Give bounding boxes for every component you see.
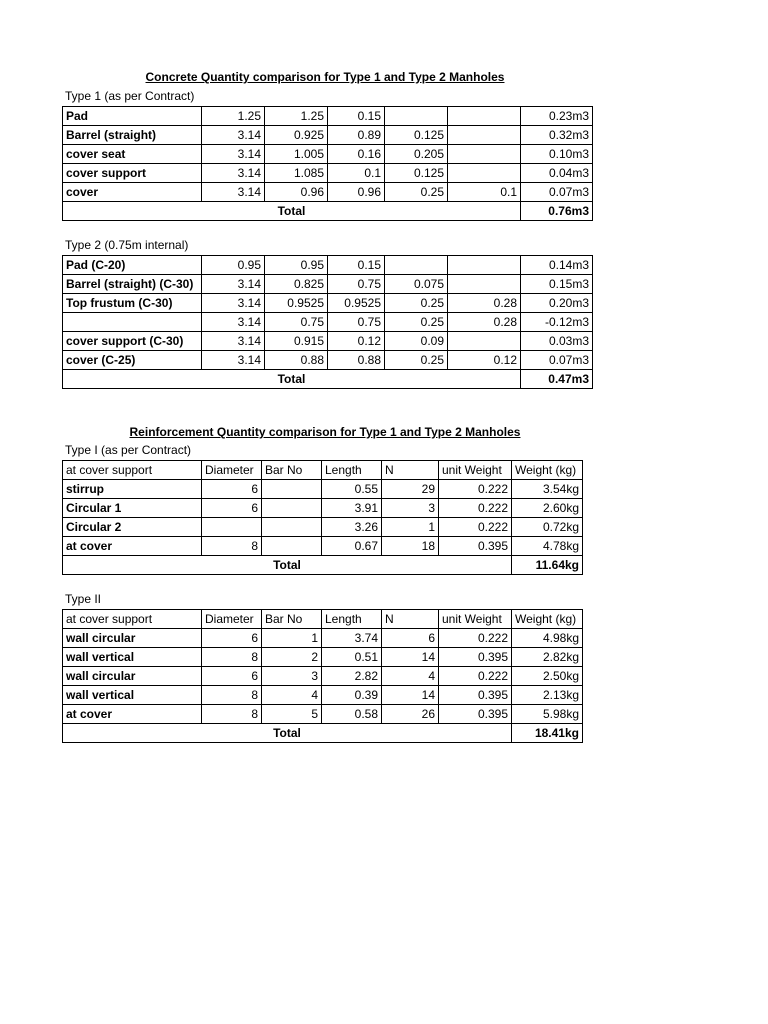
table-cell: 0.15	[328, 107, 385, 126]
table-cell: 0.51	[322, 648, 382, 667]
table-cell	[262, 480, 322, 499]
column-header: Diameter	[202, 461, 262, 480]
table-cell: 1.25	[265, 107, 328, 126]
table-cell: 14	[382, 648, 439, 667]
total-row	[63, 202, 593, 221]
table-cell: 3.14	[202, 351, 265, 370]
table-cell: 3.14	[202, 126, 265, 145]
table-cell: 5.98kg	[512, 705, 583, 724]
table-cell: wall vertical	[63, 686, 202, 705]
column-header: Bar No	[262, 461, 322, 480]
table-cell: 3.14	[202, 164, 265, 183]
table-cell: 0.9525	[328, 294, 385, 313]
table-cell: cover (C-25)	[63, 351, 202, 370]
table-cell: 0.28	[448, 294, 521, 313]
table-cell	[448, 107, 521, 126]
table-cell: 0.205	[385, 145, 448, 164]
table-row	[63, 705, 583, 724]
total-label: Total	[63, 202, 521, 221]
table-cell: 0.88	[328, 351, 385, 370]
table-cell: wall vertical	[63, 648, 202, 667]
total-value: 18.41kg	[512, 724, 583, 743]
table-cell: 5	[262, 705, 322, 724]
table-cell: stirrup	[63, 480, 202, 499]
total-label: Total	[63, 724, 512, 743]
column-header: Length	[322, 610, 382, 629]
type1-concrete-table	[62, 106, 593, 221]
table-cell: 2.13kg	[512, 686, 583, 705]
table-row	[63, 256, 593, 275]
table-row	[63, 629, 583, 648]
column-header: Diameter	[202, 610, 262, 629]
table-cell: 0.95	[202, 256, 265, 275]
table-cell: 0.04m3	[521, 164, 593, 183]
table-cell: 0.9525	[265, 294, 328, 313]
column-header: Bar No	[262, 610, 322, 629]
table-cell: 0.58	[322, 705, 382, 724]
table-cell: 3.54kg	[512, 480, 583, 499]
total-label: Total	[63, 370, 521, 389]
table-cell: Barrel (straight)	[63, 126, 202, 145]
table-row	[63, 126, 593, 145]
table-cell: 0.75	[265, 313, 328, 332]
reinforcement-section-title: Reinforcement Quantity comparison for Type 1 and Type 2 Manholes	[129, 425, 521, 439]
table-cell	[448, 145, 521, 164]
table-cell: 0.88	[265, 351, 328, 370]
table-cell: 0.10m3	[521, 145, 593, 164]
table-cell: 0.25	[385, 183, 448, 202]
table-cell: 2.60kg	[512, 499, 583, 518]
table-cell: Circular 1	[63, 499, 202, 518]
table-cell: 0.1	[448, 183, 521, 202]
table-cell	[448, 275, 521, 294]
table-cell: 0.09	[385, 332, 448, 351]
column-header: N	[382, 610, 439, 629]
type2-reinforcement-label: Type II	[65, 592, 102, 606]
table-cell: 0.825	[265, 275, 328, 294]
table-row	[63, 145, 593, 164]
table-row	[63, 518, 583, 537]
table-cell: 3.14	[202, 332, 265, 351]
table-cell: 3.14	[202, 183, 265, 202]
column-header: Weight (kg)	[512, 461, 583, 480]
table-cell: cover	[63, 183, 202, 202]
table-cell: 0.75	[328, 313, 385, 332]
table-row	[63, 313, 593, 332]
table-cell: 6	[202, 499, 262, 518]
table-cell: 0.222	[439, 667, 512, 686]
table-row	[63, 667, 583, 686]
table-cell: 2.82	[322, 667, 382, 686]
table-cell: 0.23m3	[521, 107, 593, 126]
table-cell: Top frustum (C-30)	[63, 294, 202, 313]
table-cell	[448, 164, 521, 183]
table-cell: 6	[202, 629, 262, 648]
column-header: at cover support	[63, 461, 202, 480]
table-cell: cover support (C-30)	[63, 332, 202, 351]
table-row	[63, 351, 593, 370]
table-cell: 0.95	[265, 256, 328, 275]
table-cell: 1.25	[202, 107, 265, 126]
table-cell: 4.78kg	[512, 537, 583, 556]
table-cell: 0.75	[328, 275, 385, 294]
table-cell: cover seat	[63, 145, 202, 164]
table-row	[63, 480, 583, 499]
table-cell: 6	[202, 480, 262, 499]
type1-reinforcement-table	[62, 460, 583, 575]
table-cell: 0.16	[328, 145, 385, 164]
table-cell	[448, 126, 521, 145]
type1-reinforcement-label: Type I (as per Contract)	[65, 443, 192, 457]
table-cell: 0.96	[265, 183, 328, 202]
table-cell: 0.89	[328, 126, 385, 145]
header-row	[63, 461, 583, 480]
table-row	[63, 107, 593, 126]
table-cell: 0.72kg	[512, 518, 583, 537]
table-cell: -0.12m3	[521, 313, 593, 332]
column-header: Weight (kg)	[512, 610, 583, 629]
table-cell: 3.14	[202, 275, 265, 294]
total-value: 11.64kg	[512, 556, 583, 575]
table-cell: 0.915	[265, 332, 328, 351]
table-cell: 0.25	[385, 313, 448, 332]
table-cell: 2	[262, 648, 322, 667]
table-cell: 2.50kg	[512, 667, 583, 686]
table-row	[63, 648, 583, 667]
table-cell: 0.395	[439, 705, 512, 724]
table-cell: 8	[202, 686, 262, 705]
table-cell: 3.74	[322, 629, 382, 648]
table-cell: 1	[262, 629, 322, 648]
table-cell: 26	[382, 705, 439, 724]
table-cell: 0.125	[385, 164, 448, 183]
table-cell: 0.28	[448, 313, 521, 332]
table-cell: 8	[202, 537, 262, 556]
table-cell: 0.12	[448, 351, 521, 370]
table-cell: 0.925	[265, 126, 328, 145]
table-cell: 3	[382, 499, 439, 518]
table-cell: 1.005	[265, 145, 328, 164]
table-cell: wall circular	[63, 667, 202, 686]
column-header: Length	[322, 461, 382, 480]
table-cell: 0.1	[328, 164, 385, 183]
column-header: at cover support	[63, 610, 202, 629]
table-cell: 0.12	[328, 332, 385, 351]
table-cell: 4	[382, 667, 439, 686]
table-cell: 6	[202, 667, 262, 686]
table-cell: 0.07m3	[521, 351, 593, 370]
table-cell: 0.222	[439, 518, 512, 537]
table-cell: 0.395	[439, 686, 512, 705]
table-row	[63, 275, 593, 294]
column-header: unit Weight	[439, 610, 512, 629]
table-cell	[262, 537, 322, 556]
table-cell	[448, 256, 521, 275]
table-cell	[385, 256, 448, 275]
type2-concrete-label: Type 2 (0.75m internal)	[65, 238, 189, 252]
table-cell: Barrel (straight) (C-30)	[63, 275, 202, 294]
total-value: 0.47m3	[521, 370, 593, 389]
table-cell: 0.39	[322, 686, 382, 705]
total-label: Total	[63, 556, 512, 575]
concrete-section-title: Concrete Quantity comparison for Type 1 and Type 2 Manholes	[145, 70, 505, 84]
type2-reinforcement-table	[62, 609, 583, 743]
table-cell: 2.82kg	[512, 648, 583, 667]
table-cell: 1.085	[265, 164, 328, 183]
table-cell: 3.91	[322, 499, 382, 518]
table-cell: 0.14m3	[521, 256, 593, 275]
table-cell: 0.25	[385, 351, 448, 370]
table-cell: 14	[382, 686, 439, 705]
table-cell: 0.395	[439, 648, 512, 667]
table-row	[63, 183, 593, 202]
table-cell: 3.26	[322, 518, 382, 537]
table-cell: 0.03m3	[521, 332, 593, 351]
table-cell: Circular 2	[63, 518, 202, 537]
table-cell: 4	[262, 686, 322, 705]
table-cell: 6	[382, 629, 439, 648]
table-cell: 8	[202, 648, 262, 667]
table-cell: 0.25	[385, 294, 448, 313]
table-cell: 0.395	[439, 537, 512, 556]
table-cell: 0.20m3	[521, 294, 593, 313]
table-cell: 4.98kg	[512, 629, 583, 648]
table-cell: 0.222	[439, 480, 512, 499]
table-cell: 0.15m3	[521, 275, 593, 294]
table-cell: 0.15	[328, 256, 385, 275]
table-cell	[448, 332, 521, 351]
total-value: 0.76m3	[521, 202, 593, 221]
total-row	[63, 724, 583, 743]
table-cell: 3.14	[202, 145, 265, 164]
table-row	[63, 332, 593, 351]
total-row	[63, 556, 583, 575]
table-cell	[385, 107, 448, 126]
table-cell: 3.14	[202, 294, 265, 313]
table-cell: wall circular	[63, 629, 202, 648]
table-cell: at cover	[63, 537, 202, 556]
type2-concrete-table	[62, 255, 593, 389]
table-cell: 29	[382, 480, 439, 499]
table-cell: 0.07m3	[521, 183, 593, 202]
total-row	[63, 370, 593, 389]
table-row	[63, 686, 583, 705]
column-header: unit Weight	[439, 461, 512, 480]
table-cell: 0.67	[322, 537, 382, 556]
table-row	[63, 294, 593, 313]
column-header: N	[382, 461, 439, 480]
table-cell: 0.125	[385, 126, 448, 145]
table-row	[63, 537, 583, 556]
header-row	[63, 610, 583, 629]
table-cell	[262, 518, 322, 537]
table-row	[63, 164, 593, 183]
table-cell: at cover	[63, 705, 202, 724]
type1-concrete-label: Type 1 (as per Contract)	[65, 89, 195, 103]
table-cell: 0.32m3	[521, 126, 593, 145]
table-cell: 8	[202, 705, 262, 724]
table-cell: 0.96	[328, 183, 385, 202]
table-cell: 0.55	[322, 480, 382, 499]
table-cell: Pad (C-20)	[63, 256, 202, 275]
table-cell: 0.075	[385, 275, 448, 294]
table-row	[63, 499, 583, 518]
table-cell: Pad	[63, 107, 202, 126]
table-cell	[63, 313, 202, 332]
table-cell: cover support	[63, 164, 202, 183]
table-cell: 0.222	[439, 499, 512, 518]
table-cell: 3	[262, 667, 322, 686]
table-cell: 0.222	[439, 629, 512, 648]
table-cell	[262, 499, 322, 518]
table-cell	[202, 518, 262, 537]
table-cell: 3.14	[202, 313, 265, 332]
table-cell: 18	[382, 537, 439, 556]
table-cell: 1	[382, 518, 439, 537]
